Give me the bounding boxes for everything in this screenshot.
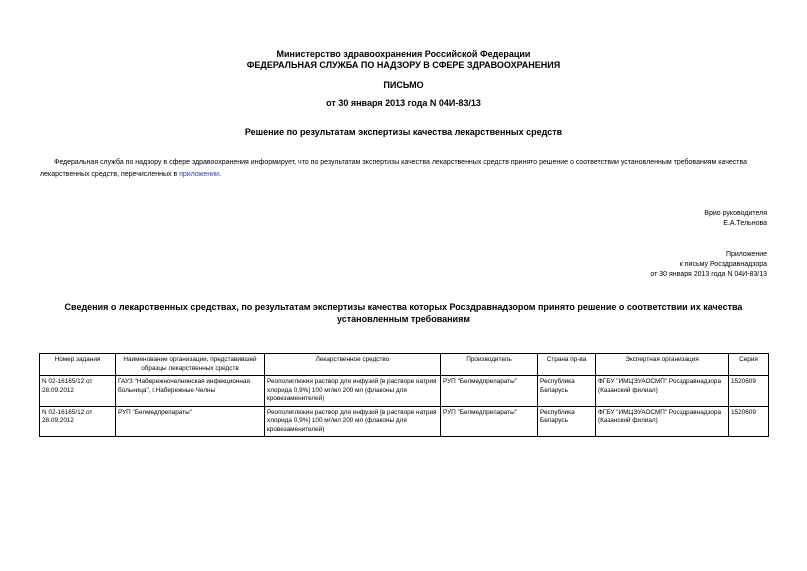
table-cell: ФГБУ "ИМЦЭУАОСМП" Росздравнадзора (Казанский филиал) bbox=[596, 406, 729, 437]
annex-block bbox=[650, 250, 767, 280]
document-type: ПИСЬМО bbox=[383, 80, 424, 90]
column-header: Производитель bbox=[441, 354, 538, 376]
table-cell: Республика Беларусь bbox=[538, 406, 596, 437]
table-cell: РУП "Белмедпрепараты" bbox=[441, 376, 538, 407]
service-name: ФЕДЕРАЛЬНАЯ СЛУЖБА ПО НАДЗОРУ В СФЕРЕ ЗДРАВООХРАНЕНИЯ bbox=[246, 60, 561, 70]
table-cell: Республика Беларусь bbox=[538, 376, 596, 407]
table-cell: РУП "Белмедпрепараты" bbox=[116, 406, 265, 437]
body-text-end: . bbox=[218, 171, 221, 178]
table-cell: Реополиглюкин раствор для инфузий [в растворе натрия хлорида 0,9%] 100 мг/мл 200 мл (флаконы для кровезаменителей) bbox=[265, 376, 441, 407]
table-row bbox=[40, 406, 769, 437]
body-paragraph bbox=[40, 157, 768, 181]
table-cell: 1520609 bbox=[729, 406, 769, 437]
document-date: от 30 января 2013 года N 04И-83/13 bbox=[326, 98, 481, 108]
table-cell: Реополиглюкин раствор для инфузий [в растворе натрия хлорида 0,9%] 100 мг/мл 200 мл (флаконы для кровезаменителей) bbox=[265, 406, 441, 437]
annex-label: Приложение bbox=[725, 251, 767, 258]
table-cell: 1520609 bbox=[729, 376, 769, 407]
medicines-table bbox=[39, 353, 769, 437]
annex-link[interactable]: приложении bbox=[179, 171, 219, 178]
table-cell: ФГБУ "ИМЦЭУАОСМП" Росздравнадзора (Казанский филиал) bbox=[596, 376, 729, 407]
column-header: Наименование организации, представившей образцы лекарственных средств bbox=[116, 354, 265, 376]
annex-reference: к письму Росздравнадзора bbox=[679, 261, 767, 268]
signatory-name: Е.А.Тельнова bbox=[723, 220, 767, 227]
column-header: Лекарственное средство bbox=[265, 354, 441, 376]
table-cell: N 02-16165/12 от 28.09.2012 bbox=[40, 376, 116, 407]
column-header: Номер задания bbox=[40, 354, 116, 376]
table-cell: РУП "Белмедпрепараты" bbox=[441, 406, 538, 437]
signature-block bbox=[704, 209, 767, 229]
table-cell: N 02-16165/12 от 28.09.2012 bbox=[40, 406, 116, 437]
table-cell: ГАУЗ "Набережночелнинская инфекционная больница", г.Набережные Челны bbox=[116, 376, 265, 407]
column-header: Экспертная организация bbox=[596, 354, 729, 376]
ministry-name: Министерство здравоохранения Российской Федерации bbox=[276, 49, 531, 59]
table-heading: Сведения о лекарственных средствах, по результатам экспертизы качества которых Росздравнадзором принято решение о соответствии их качества установленным требованиям bbox=[64, 302, 743, 324]
column-header: Серия bbox=[729, 354, 769, 376]
body-text: Федеральная служба по надзору в сфере здравоохранения информирует, что по результатам экспертизы качества лекарственных средств принято решение о соответствии установленным требованиям качества лекарственных средств, перечисленных в bbox=[40, 159, 748, 178]
decision-title: Решение по результатам экспертизы качества лекарственных средств bbox=[244, 127, 563, 137]
table-row bbox=[40, 376, 769, 407]
column-header: Страна пр-ва bbox=[538, 354, 596, 376]
signatory-position: Врио руководителя bbox=[704, 210, 767, 217]
table-header-row bbox=[40, 354, 769, 376]
annex-date: от 30 января 2013 года N 04И-83/13 bbox=[650, 271, 767, 278]
